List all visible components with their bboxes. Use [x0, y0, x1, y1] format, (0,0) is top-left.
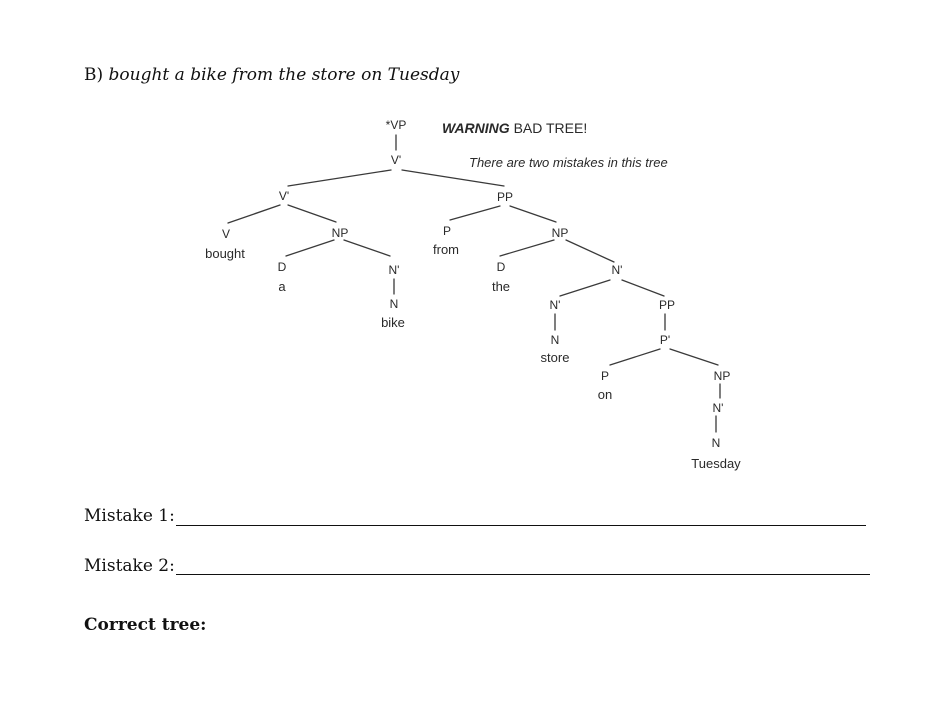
node-p-on: P — [600, 369, 610, 383]
node-np-from: NP — [551, 226, 569, 240]
node-n-object: N — [389, 297, 399, 311]
branch-np-d-the — [500, 240, 554, 256]
word-tuesday: Tuesday — [691, 456, 741, 471]
node-d-object: D — [277, 260, 287, 274]
mistake-note: There are two mistakes in this tree — [469, 155, 668, 170]
word-the: the — [491, 279, 511, 294]
branch-pp-np — [510, 206, 556, 222]
word-from: from — [433, 242, 459, 257]
node-n-on: N — [711, 436, 721, 450]
branch-np-nbar-store — [566, 240, 614, 262]
tree-branches — [228, 135, 720, 432]
branch-pbar-np — [670, 349, 718, 365]
warning-bold: WARNING — [442, 120, 510, 136]
node-vbar: V' — [278, 189, 290, 203]
word-on: on — [597, 387, 613, 402]
branch-vbar-vbar-left — [288, 170, 391, 186]
node-p-from: P — [442, 224, 452, 238]
warning-bad-tree: BAD TREE! — [513, 120, 588, 136]
node-v: V — [221, 227, 231, 241]
correct-tree-label: Correct tree: — [84, 615, 207, 635]
branch-np-nbar — [344, 240, 390, 256]
node-d-from: D — [496, 260, 506, 274]
warning-text — [442, 120, 587, 136]
branch-nbar-pp — [622, 280, 664, 296]
word-store: store — [540, 350, 570, 365]
branch-pbar-p — [610, 349, 660, 365]
node-pbar-on: P' — [659, 333, 671, 347]
branch-np-d — [286, 240, 334, 256]
node-vp-starred: *VP — [385, 118, 407, 132]
node-nbar-object: N' — [388, 263, 400, 277]
word-a: a — [278, 279, 286, 294]
mistake-1-label: Mistake 1: — [84, 506, 175, 526]
question-phrase: bought a bike from the store on Tuesday — [108, 65, 460, 85]
node-np-object: NP — [331, 226, 349, 240]
node-vbar-top: V' — [390, 153, 402, 167]
node-pp-on: PP — [658, 298, 676, 312]
word-bike: bike — [381, 315, 405, 330]
node-pp-top: PP — [496, 190, 514, 204]
word-bought: bought — [205, 246, 245, 261]
branch-vbar-v — [228, 205, 280, 223]
node-np-on: NP — [713, 369, 731, 383]
mistake-2-answer-line[interactable] — [176, 574, 870, 575]
node-nbar-store: N' — [549, 298, 561, 312]
branch-nbar-nbar — [560, 280, 610, 296]
branch-vbar-pp — [402, 170, 504, 186]
branch-pp-p — [450, 206, 500, 220]
branch-vbar-np — [288, 205, 336, 222]
node-n-store: N — [550, 333, 560, 347]
question-number: B) — [84, 65, 104, 85]
node-nbar-from: N' — [611, 263, 623, 277]
mistake-2-label: Mistake 2: — [84, 556, 175, 576]
node-nbar-on: N' — [712, 401, 724, 415]
mistake-1-answer-line[interactable] — [176, 525, 866, 526]
